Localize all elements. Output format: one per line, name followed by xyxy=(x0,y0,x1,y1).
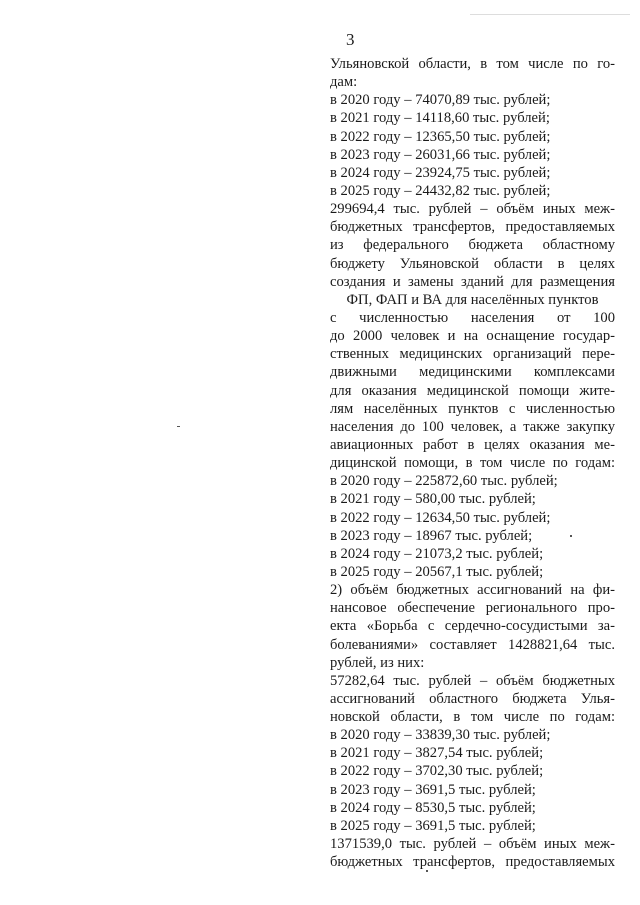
text-line: рублей, из них: xyxy=(330,654,425,671)
text-line: бюджетных трансфертов, предоставляемых xyxy=(330,219,615,236)
text-line: ФП, ФАП и ВА для населённых пунктов xyxy=(346,291,599,308)
text-line: ственных медицинских организаций пере- xyxy=(330,346,615,363)
text-line: авиационных работ в целях оказания ме- xyxy=(330,436,615,453)
text-line: в 2021 году – 14118,60 тыс. рублей; xyxy=(330,110,550,127)
text-line: до 2000 человек и на оснащение государ- xyxy=(330,328,615,345)
text-line: в 2020 году – 225872,60 тыс. рублей; xyxy=(330,473,558,490)
text-line: из федерального бюджета областному xyxy=(330,237,615,254)
text-line: лям населённых пунктов с численностью xyxy=(330,400,615,417)
scan-mark xyxy=(570,535,572,537)
page-number: 3 xyxy=(346,30,355,49)
text-line: в 2024 году – 21073,2 тыс. рублей; xyxy=(330,545,544,562)
text-line: бюджетных трансфертов, предоставляемых xyxy=(330,854,615,871)
text-line: движными медицинскими комплексами xyxy=(330,364,615,381)
text-line: нансовое обеспечение регионального про- xyxy=(330,600,615,617)
text-line: в 2022 году – 12365,50 тыс. рублей; xyxy=(330,128,551,145)
text-line: в 2023 году – 3691,5 тыс. рублей; xyxy=(330,781,536,798)
text-line: 57282,64 тыс. рублей – объём бюджетных xyxy=(330,672,615,689)
document-text-column xyxy=(330,55,615,871)
scan-mark xyxy=(426,870,428,872)
text-line: создания и замены зданий для размещения xyxy=(330,273,615,290)
text-line: в 2021 году – 3827,54 тыс. рублей; xyxy=(330,745,544,762)
text-line: в 2024 году – 8530,5 тыс. рублей; xyxy=(330,799,536,816)
text-line: бюджету Ульяновской области в целях xyxy=(330,255,615,272)
text-line: в 2020 году – 74070,89 тыс. рублей; xyxy=(330,92,551,109)
text-line: с численностью населения от 100 xyxy=(330,309,615,326)
text-line: в 2024 году – 23924,75 тыс. рублей; xyxy=(330,164,551,181)
text-line: в 2023 году – 18967 тыс. рублей; xyxy=(330,527,533,544)
text-line: болеваниями» составляет 1428821,64 тыс. xyxy=(330,636,615,653)
text-line: екта «Борьба с сердечно-сосудистыми за- xyxy=(330,618,615,635)
text-line: в 2022 году – 12634,50 тыс. рублей; xyxy=(330,509,551,526)
text-line: населения до 100 человек, а также закупку xyxy=(330,418,615,435)
text-line: дицинской помощи, в том числе по годам: xyxy=(330,455,615,472)
text-line: новской области, в том числе по годам: xyxy=(330,709,615,726)
scan-mark xyxy=(177,426,180,427)
text-line: в 2025 году – 20567,1 тыс. рублей; xyxy=(330,563,544,580)
text-line: для оказания медицинской помощи жите- xyxy=(330,382,615,399)
text-line: в 2025 году – 3691,5 тыс. рублей; xyxy=(330,817,536,834)
text-line: Ульяновской области, в том числе по го- xyxy=(330,56,615,72)
text-line: 299694,4 тыс. рублей – объём иных меж- xyxy=(330,201,615,218)
text-line: в 2021 году – 580,00 тыс. рублей; xyxy=(330,491,536,508)
text-line: ассигнований областного бюджета Улья- xyxy=(330,690,615,707)
text-line: в 2020 году – 33839,30 тыс. рублей; xyxy=(330,727,551,744)
scan-edge-line xyxy=(470,14,630,15)
text-line: 1371539,0 тыс. рублей – объём иных меж- xyxy=(330,836,615,853)
text-line: 2) объём бюджетных ассигнований на фи- xyxy=(330,582,615,599)
text-line: в 2025 году – 24432,82 тыс. рублей; xyxy=(330,182,551,199)
text-line: в 2023 году – 26031,66 тыс. рублей; xyxy=(330,146,551,163)
text-line: дам: xyxy=(330,74,358,91)
text-line: в 2022 году – 3702,30 тыс. рублей; xyxy=(330,763,544,780)
